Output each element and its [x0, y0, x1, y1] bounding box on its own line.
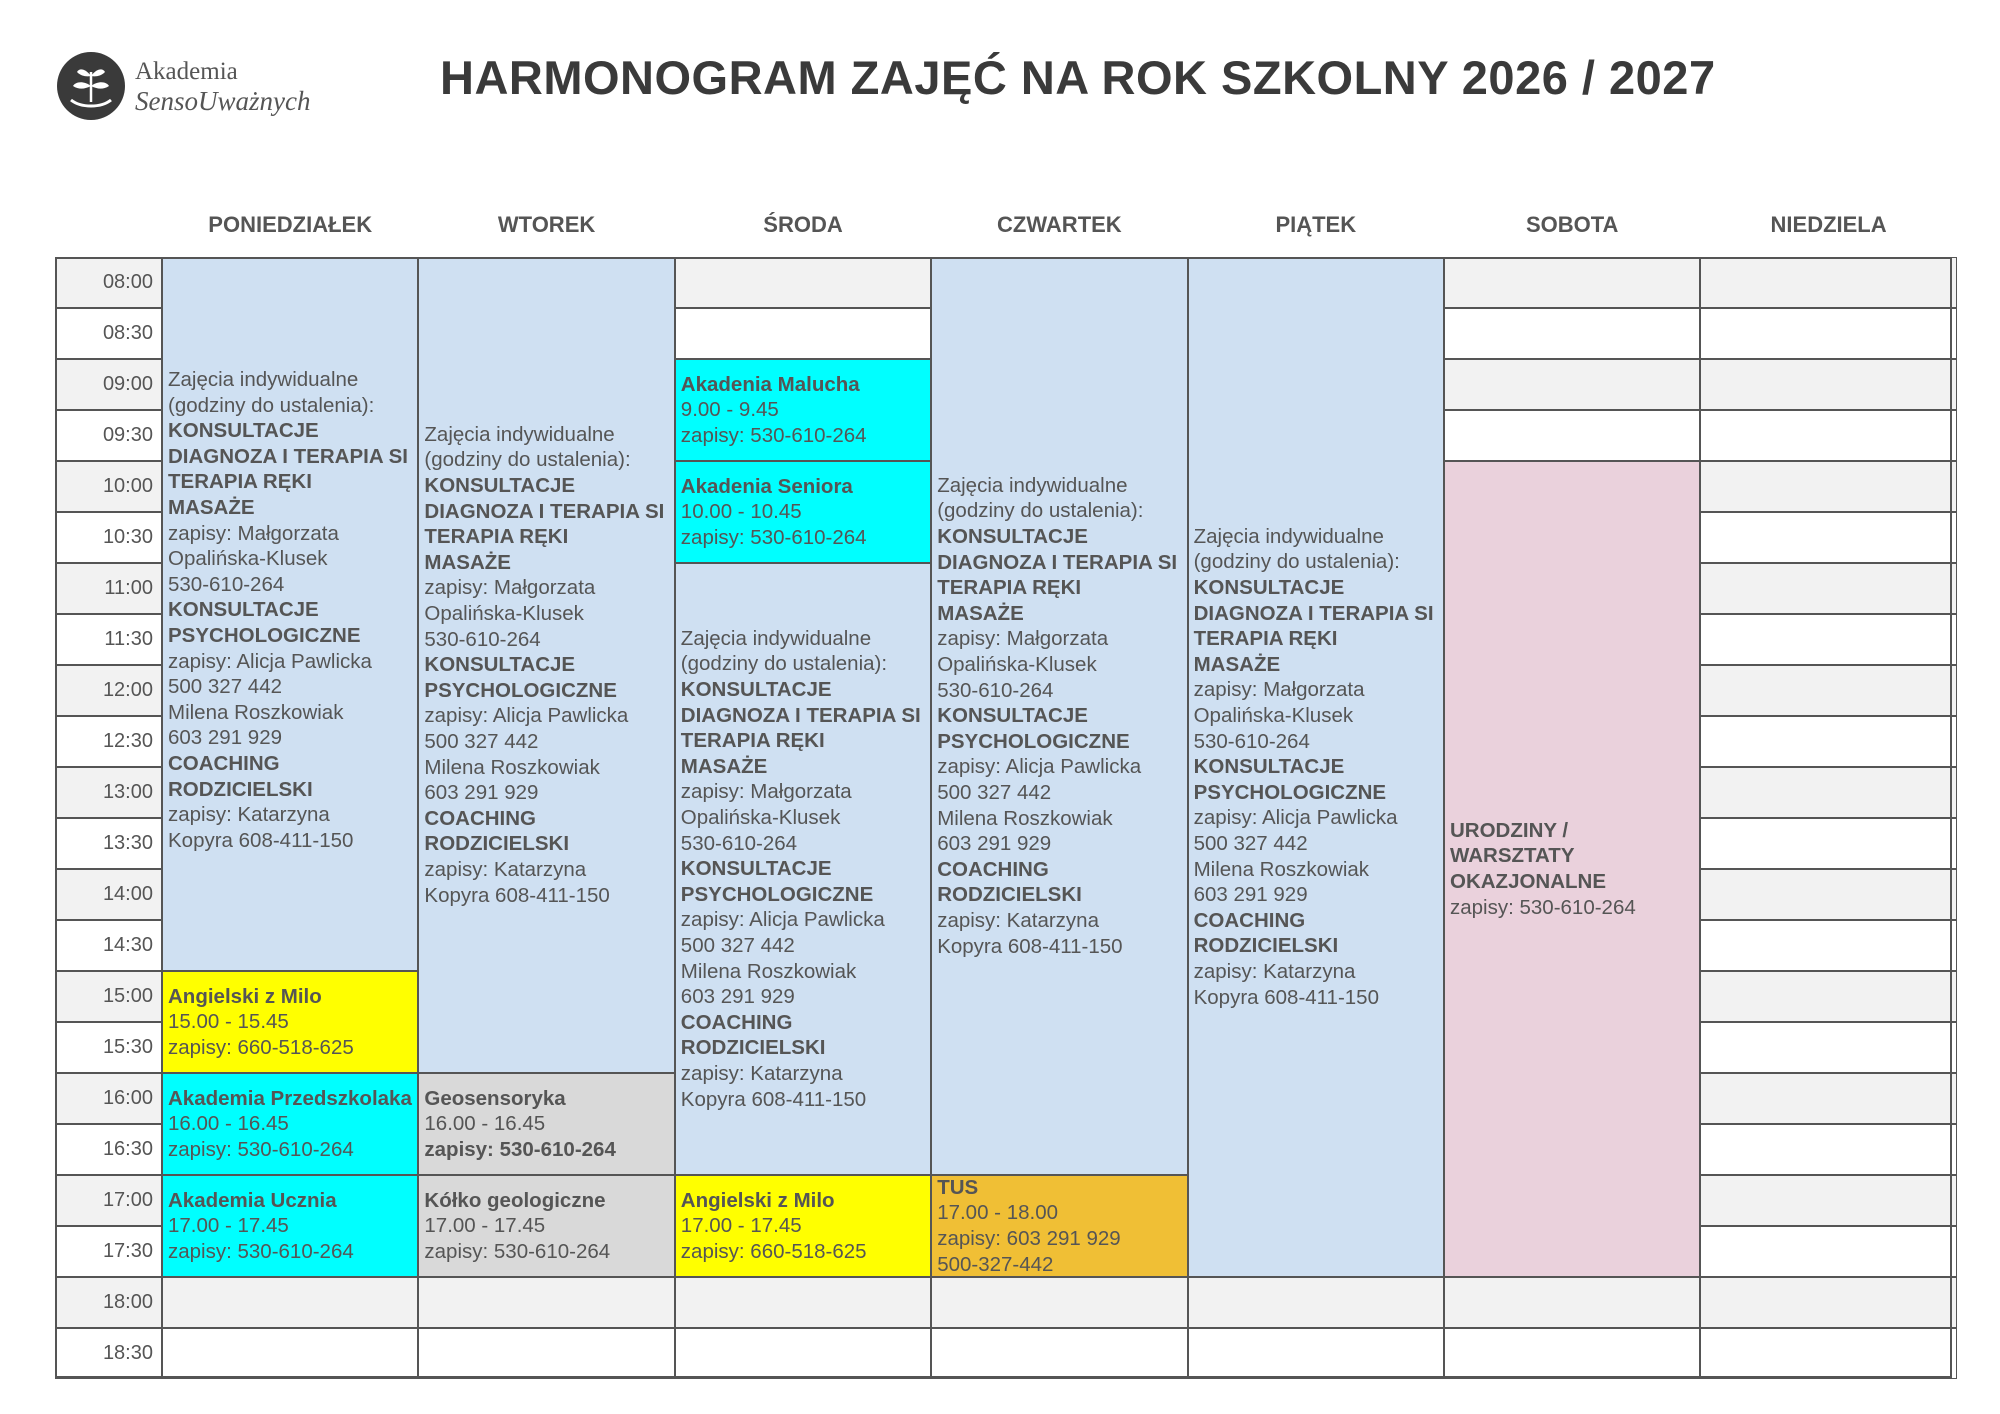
- activity-line: WARSZTATY: [1450, 844, 1575, 868]
- time-label: 11:00: [55, 563, 162, 614]
- activity-line: RODZICIELSKI: [424, 832, 570, 856]
- schedule-cell: [1700, 1226, 1956, 1277]
- activity-line: Opalińska-Klusek: [424, 602, 584, 626]
- activity-block: [1188, 257, 1444, 1277]
- schedule-cell: [1700, 1073, 1956, 1124]
- schedule-cell: [1700, 971, 1956, 1022]
- activity-line: 603 291 929: [424, 781, 539, 805]
- activity-line: Milena Roszkowiak: [680, 959, 857, 983]
- schedule-cell: [162, 1277, 418, 1328]
- activity-line: Milena Roszkowiak: [424, 755, 600, 779]
- schedule-cell: [418, 1277, 674, 1328]
- activity-line: Opalińska-Klusek: [168, 547, 328, 571]
- activity-line: 603 291 929: [1193, 883, 1308, 907]
- activity-line: Milena Roszkowiak: [1193, 857, 1370, 881]
- logo: [55, 50, 325, 130]
- activity-block: [675, 1175, 931, 1277]
- activity-line: TERAPIA RĘKI: [424, 525, 569, 549]
- activity-block: [931, 1175, 1187, 1277]
- schedule-cell: [1700, 614, 1956, 665]
- schedule-cell: [1188, 1277, 1444, 1328]
- schedule-cell: [1700, 308, 1956, 359]
- time-label: 09:30: [55, 410, 162, 461]
- activity-line: zapisy: Katarzyna: [937, 908, 1099, 932]
- activity-line: COACHING: [168, 751, 280, 775]
- activity-line: OKAZJONALNE: [1450, 870, 1607, 893]
- activity-line: 500 327 442: [680, 933, 795, 957]
- schedule-cell: [1188, 1328, 1444, 1379]
- activity-line: 9.00 - 9.45: [680, 398, 779, 422]
- activity-line: RODZICIELSKI: [168, 777, 313, 801]
- activity-line: MASAŻE: [680, 754, 768, 778]
- activity-line: TERAPIA RĘKI: [1193, 627, 1338, 651]
- activity-line: Zajęcia indywidualne: [680, 626, 872, 650]
- logo-line-2: SensoUważnych: [135, 86, 311, 116]
- time-label: 14:30: [55, 920, 162, 971]
- time-label: 12:00: [55, 665, 162, 716]
- activity-line: zapisy: Katarzyna: [1193, 959, 1356, 983]
- activity-line: Opalińska-Klusek: [680, 806, 841, 830]
- time-label: 17:30: [55, 1226, 162, 1277]
- time-label: 08:00: [55, 257, 162, 308]
- time-label: 10:30: [55, 512, 162, 563]
- activity-line: KONSULTACJE: [424, 653, 576, 677]
- activity-line: zapisy: Alicja Pawlicka: [1193, 806, 1398, 830]
- activity-line: 530-610-264: [680, 831, 798, 855]
- activity-line: COACHING: [680, 1010, 793, 1034]
- schedule-cell: [1444, 308, 1700, 359]
- activity-line: Angielski z Milo: [680, 1188, 835, 1212]
- activity-line: 17.00 - 17.45: [424, 1214, 546, 1238]
- activity-line: Kopyra 608-411-150: [424, 883, 610, 907]
- schedule-cell: [1700, 563, 1956, 614]
- activity-line: KONSULTACJE: [424, 474, 576, 498]
- activity-line: KONSULTACJE: [680, 678, 832, 702]
- activity-line: zapisy: Katarzyna: [168, 803, 330, 827]
- schedule-cell: [1700, 512, 1956, 563]
- schedule-cell: [1700, 1277, 1956, 1328]
- activity-line: Kopyra 608-411-150: [937, 934, 1123, 958]
- schedule-cell: [1700, 1124, 1956, 1175]
- activity-block: [162, 257, 418, 971]
- activity-line: 16.00 - 16.45: [424, 1112, 546, 1136]
- time-label: 14:00: [55, 869, 162, 920]
- activity-line: 603 291 929: [168, 726, 283, 750]
- activity-line: 500 327 442: [1193, 831, 1308, 855]
- activity-block: [675, 359, 931, 461]
- time-label: 13:30: [55, 818, 162, 869]
- activity-block: [162, 971, 418, 1073]
- activity-line: KONSULTACJE: [1193, 755, 1345, 779]
- activity-line: Akademia Przedszkolaka: [168, 1086, 412, 1110]
- schedule-cell: [1700, 461, 1956, 512]
- activity-block: [418, 1073, 674, 1175]
- activity-line: KONSULTACJE: [937, 704, 1088, 728]
- schedule-cell: [1700, 818, 1956, 869]
- schedule-cell: [1444, 410, 1700, 461]
- activity-block: [418, 1175, 674, 1277]
- activity-line: Zajęcia indywidualne: [424, 422, 615, 446]
- activity-line: zapisy: 530-610-264: [680, 525, 867, 549]
- activity-line: KONSULTACJE: [168, 419, 319, 443]
- activity-line: (godziny do ustalenia):: [424, 448, 631, 472]
- time-label: 16:00: [55, 1073, 162, 1124]
- time-label: 17:00: [55, 1175, 162, 1226]
- activity-line: 500 327 442: [424, 729, 539, 753]
- activity-line: PSYCHOLOGICZNE: [424, 678, 617, 702]
- activity-line: MASAŻE: [1193, 652, 1281, 676]
- activity-line: zapisy: 530-610-264: [168, 1239, 354, 1263]
- activity-line: RODZICIELSKI: [937, 883, 1082, 907]
- time-label: 18:30: [55, 1328, 162, 1379]
- schedule-cell: [675, 257, 931, 308]
- activity-line: RODZICIELSKI: [680, 1036, 826, 1060]
- activity-line: MASAŻE: [168, 495, 255, 519]
- time-label: 15:00: [55, 971, 162, 1022]
- time-label: 08:30: [55, 308, 162, 359]
- activity-line: 603 291 929: [937, 832, 1052, 856]
- activity-line: Akademia Ucznia: [168, 1188, 337, 1212]
- activity-line: PSYCHOLOGICZNE: [680, 882, 874, 906]
- activity-line: Akadenia Malucha: [680, 372, 860, 396]
- schedule-cell: [675, 1328, 931, 1379]
- activity-line: 500-327-442: [937, 1252, 1054, 1276]
- activity-line: zapisy: Małgorzata: [680, 780, 852, 804]
- activity-line: DIAGNOZA I TERAPIA SI: [424, 499, 665, 523]
- activity-line: Opalińska-Klusek: [937, 653, 1097, 677]
- schedule-cell: [1700, 410, 1956, 461]
- time-label: 18:00: [55, 1277, 162, 1328]
- activity-line: Angielski z Milo: [168, 984, 322, 1008]
- activity-line: 17.00 - 17.45: [168, 1214, 289, 1238]
- activity-line: 530-610-264: [937, 678, 1054, 702]
- activity-line: URODZINY /: [1450, 818, 1569, 842]
- schedule-cell: [1700, 1022, 1956, 1073]
- day-header: WTOREK: [497, 212, 596, 237]
- activity-line: KONSULTACJE: [680, 857, 832, 881]
- day-header: ŚRODA: [763, 212, 843, 237]
- leaf-hand-logo-icon: [55, 50, 127, 122]
- activity-line: DIAGNOZA I TERAPIA SI: [168, 444, 408, 468]
- activity-line: 17.00 - 18.00: [937, 1201, 1059, 1225]
- day-header: CZWARTEK: [997, 212, 1122, 237]
- activity-line: 530-610-264: [424, 627, 541, 651]
- activity-block: [675, 461, 931, 563]
- activity-block: [162, 1073, 418, 1175]
- activity-line: 530-610-264: [1193, 729, 1310, 753]
- activity-line: TERAPIA RĘKI: [937, 576, 1082, 600]
- schedule-cell: [1444, 1328, 1700, 1379]
- activity-line: zapisy: 660-518-625: [680, 1239, 867, 1263]
- schedule-cell: [1700, 665, 1956, 716]
- activity-line: zapisy: 530-610-264: [680, 423, 867, 447]
- activity-line: COACHING: [1193, 908, 1306, 932]
- activity-line: 16.00 - 16.45: [168, 1112, 289, 1136]
- schedule-cell: [1700, 359, 1956, 410]
- activity-block: [162, 1175, 418, 1277]
- schedule-cell: [931, 1328, 1187, 1379]
- activity-line: Kopyra 608-411-150: [168, 828, 354, 852]
- activity-line: Milena Roszkowiak: [168, 700, 344, 724]
- activity-line: Akadenia Seniora: [680, 474, 853, 498]
- activity-line: Kopyra 608-411-150: [1193, 985, 1379, 1009]
- activity-line: zapisy: 530-610-264: [168, 1137, 354, 1161]
- activity-block: [418, 257, 674, 1073]
- activity-line: zapisy: Alicja Pawlicka: [937, 755, 1142, 779]
- activity-line: Milena Roszkowiak: [937, 806, 1113, 830]
- activity-line: 603 291 929: [680, 985, 795, 1009]
- time-label: 16:30: [55, 1124, 162, 1175]
- time-label: 12:30: [55, 716, 162, 767]
- day-header: PONIEDZIAŁEK: [208, 212, 373, 237]
- activity-line: zapisy: 603 291 929: [937, 1227, 1121, 1250]
- day-header: PIĄTEK: [1275, 212, 1357, 237]
- time-label: 15:30: [55, 1022, 162, 1073]
- activity-line: 500 327 442: [937, 780, 1052, 804]
- activity-block: [931, 257, 1187, 1175]
- activity-line: Zajęcia indywidualne: [1193, 524, 1384, 548]
- activity-line: zapisy: 660-518-625: [168, 1035, 354, 1059]
- activity-line: Zajęcia indywidualne: [937, 473, 1128, 497]
- schedule-cell: [162, 1328, 418, 1379]
- activity-line: KONSULTACJE: [1193, 576, 1345, 600]
- activity-line: zapisy: Małgorzata: [168, 521, 339, 545]
- activity-line: KONSULTACJE: [168, 598, 319, 622]
- page-title: HARMONOGRAM ZAJĘĆ NA ROK SZKOLNY 2026 / 2027: [440, 51, 1716, 104]
- activity-line: KONSULTACJE: [937, 525, 1088, 549]
- schedule-cell: [675, 1277, 931, 1328]
- activity-line: (godziny do ustalenia):: [1193, 550, 1400, 574]
- day-header: SOBOTA: [1525, 212, 1619, 237]
- activity-line: zapisy: Alicja Pawlicka: [168, 649, 372, 673]
- day-header: NIEDZIELA: [1770, 212, 1887, 237]
- schedule-cell: [931, 1277, 1187, 1328]
- activity-line: TERAPIA RĘKI: [168, 470, 312, 494]
- activity-line: (godziny do ustalenia):: [168, 393, 375, 417]
- activity-line: zapisy: 530-610-264: [424, 1239, 611, 1263]
- schedule-cell: [1700, 257, 1956, 308]
- schedule-cell: [675, 308, 931, 359]
- time-label: 11:30: [55, 614, 162, 665]
- activity-line: Kółko geologiczne: [424, 1188, 606, 1212]
- activity-line: COACHING: [937, 857, 1049, 881]
- activity-line: Zajęcia indywidualne: [168, 368, 359, 391]
- schedule-cell: [1700, 869, 1956, 920]
- activity-line: zapisy: Alicja Pawlicka: [424, 704, 629, 728]
- schedule-cell: [1700, 920, 1956, 971]
- activity-line: DIAGNOZA I TERAPIA SI: [680, 703, 921, 727]
- activity-line: TERAPIA RĘKI: [680, 729, 825, 753]
- activity-line: 500 327 442: [168, 675, 283, 699]
- activity-line: Geosensoryka: [424, 1086, 566, 1110]
- activity-block: [675, 563, 931, 1175]
- activity-line: PSYCHOLOGICZNE: [937, 729, 1130, 753]
- schedule-cell: [1700, 1175, 1956, 1226]
- time-label: 10:00: [55, 461, 162, 512]
- activity-line: (godziny do ustalenia):: [937, 499, 1144, 523]
- schedule-cell: [1444, 359, 1700, 410]
- logo-line-1: Akademia: [135, 58, 238, 85]
- activity-line: TUS: [937, 1175, 979, 1199]
- schedule-cell: [1444, 257, 1700, 308]
- activity-line: zapisy: Alicja Pawlicka: [680, 908, 885, 932]
- activity-line: zapisy: Małgorzata: [424, 576, 596, 600]
- activity-line: 15.00 - 15.45: [168, 1010, 289, 1034]
- activity-line: Opalińska-Klusek: [1193, 704, 1354, 728]
- activity-line: zapisy: 530-610-264: [424, 1137, 616, 1161]
- activity-line: PSYCHOLOGICZNE: [168, 623, 361, 647]
- activity-line: DIAGNOZA I TERAPIA SI: [1193, 601, 1434, 625]
- time-label: 13:00: [55, 767, 162, 818]
- activity-line: Kopyra 608-411-150: [680, 1087, 867, 1111]
- schedule-cell: [418, 1328, 674, 1379]
- schedule-cell: [1700, 716, 1956, 767]
- time-label: 09:00: [55, 359, 162, 410]
- activity-line: zapisy: Małgorzata: [937, 627, 1109, 651]
- activity-line: 17.00 - 17.45: [680, 1214, 802, 1238]
- activity-line: RODZICIELSKI: [1193, 934, 1339, 958]
- activity-line: PSYCHOLOGICZNE: [1193, 780, 1387, 804]
- activity-line: zapisy: Małgorzata: [1193, 678, 1365, 702]
- activity-line: MASAŻE: [937, 601, 1024, 625]
- activity-line: COACHING: [424, 806, 536, 830]
- activity-line: (godziny do ustalenia):: [680, 652, 888, 676]
- activity-line: DIAGNOZA I TERAPIA SI: [937, 550, 1178, 574]
- activity-block: [1444, 461, 1700, 1277]
- activity-line: zapisy: 530-610-264: [1450, 895, 1636, 919]
- schedule-cell: [1700, 767, 1956, 818]
- activity-line: zapisy: Katarzyna: [680, 1061, 843, 1085]
- activity-line: MASAŻE: [424, 550, 511, 574]
- activity-line: zapisy: Katarzyna: [424, 857, 587, 881]
- activity-line: 530-610-264: [168, 572, 285, 596]
- schedule-cell: [1444, 1277, 1700, 1328]
- schedule-cell: [1700, 1328, 1956, 1379]
- activity-line: 10.00 - 10.45: [680, 500, 802, 524]
